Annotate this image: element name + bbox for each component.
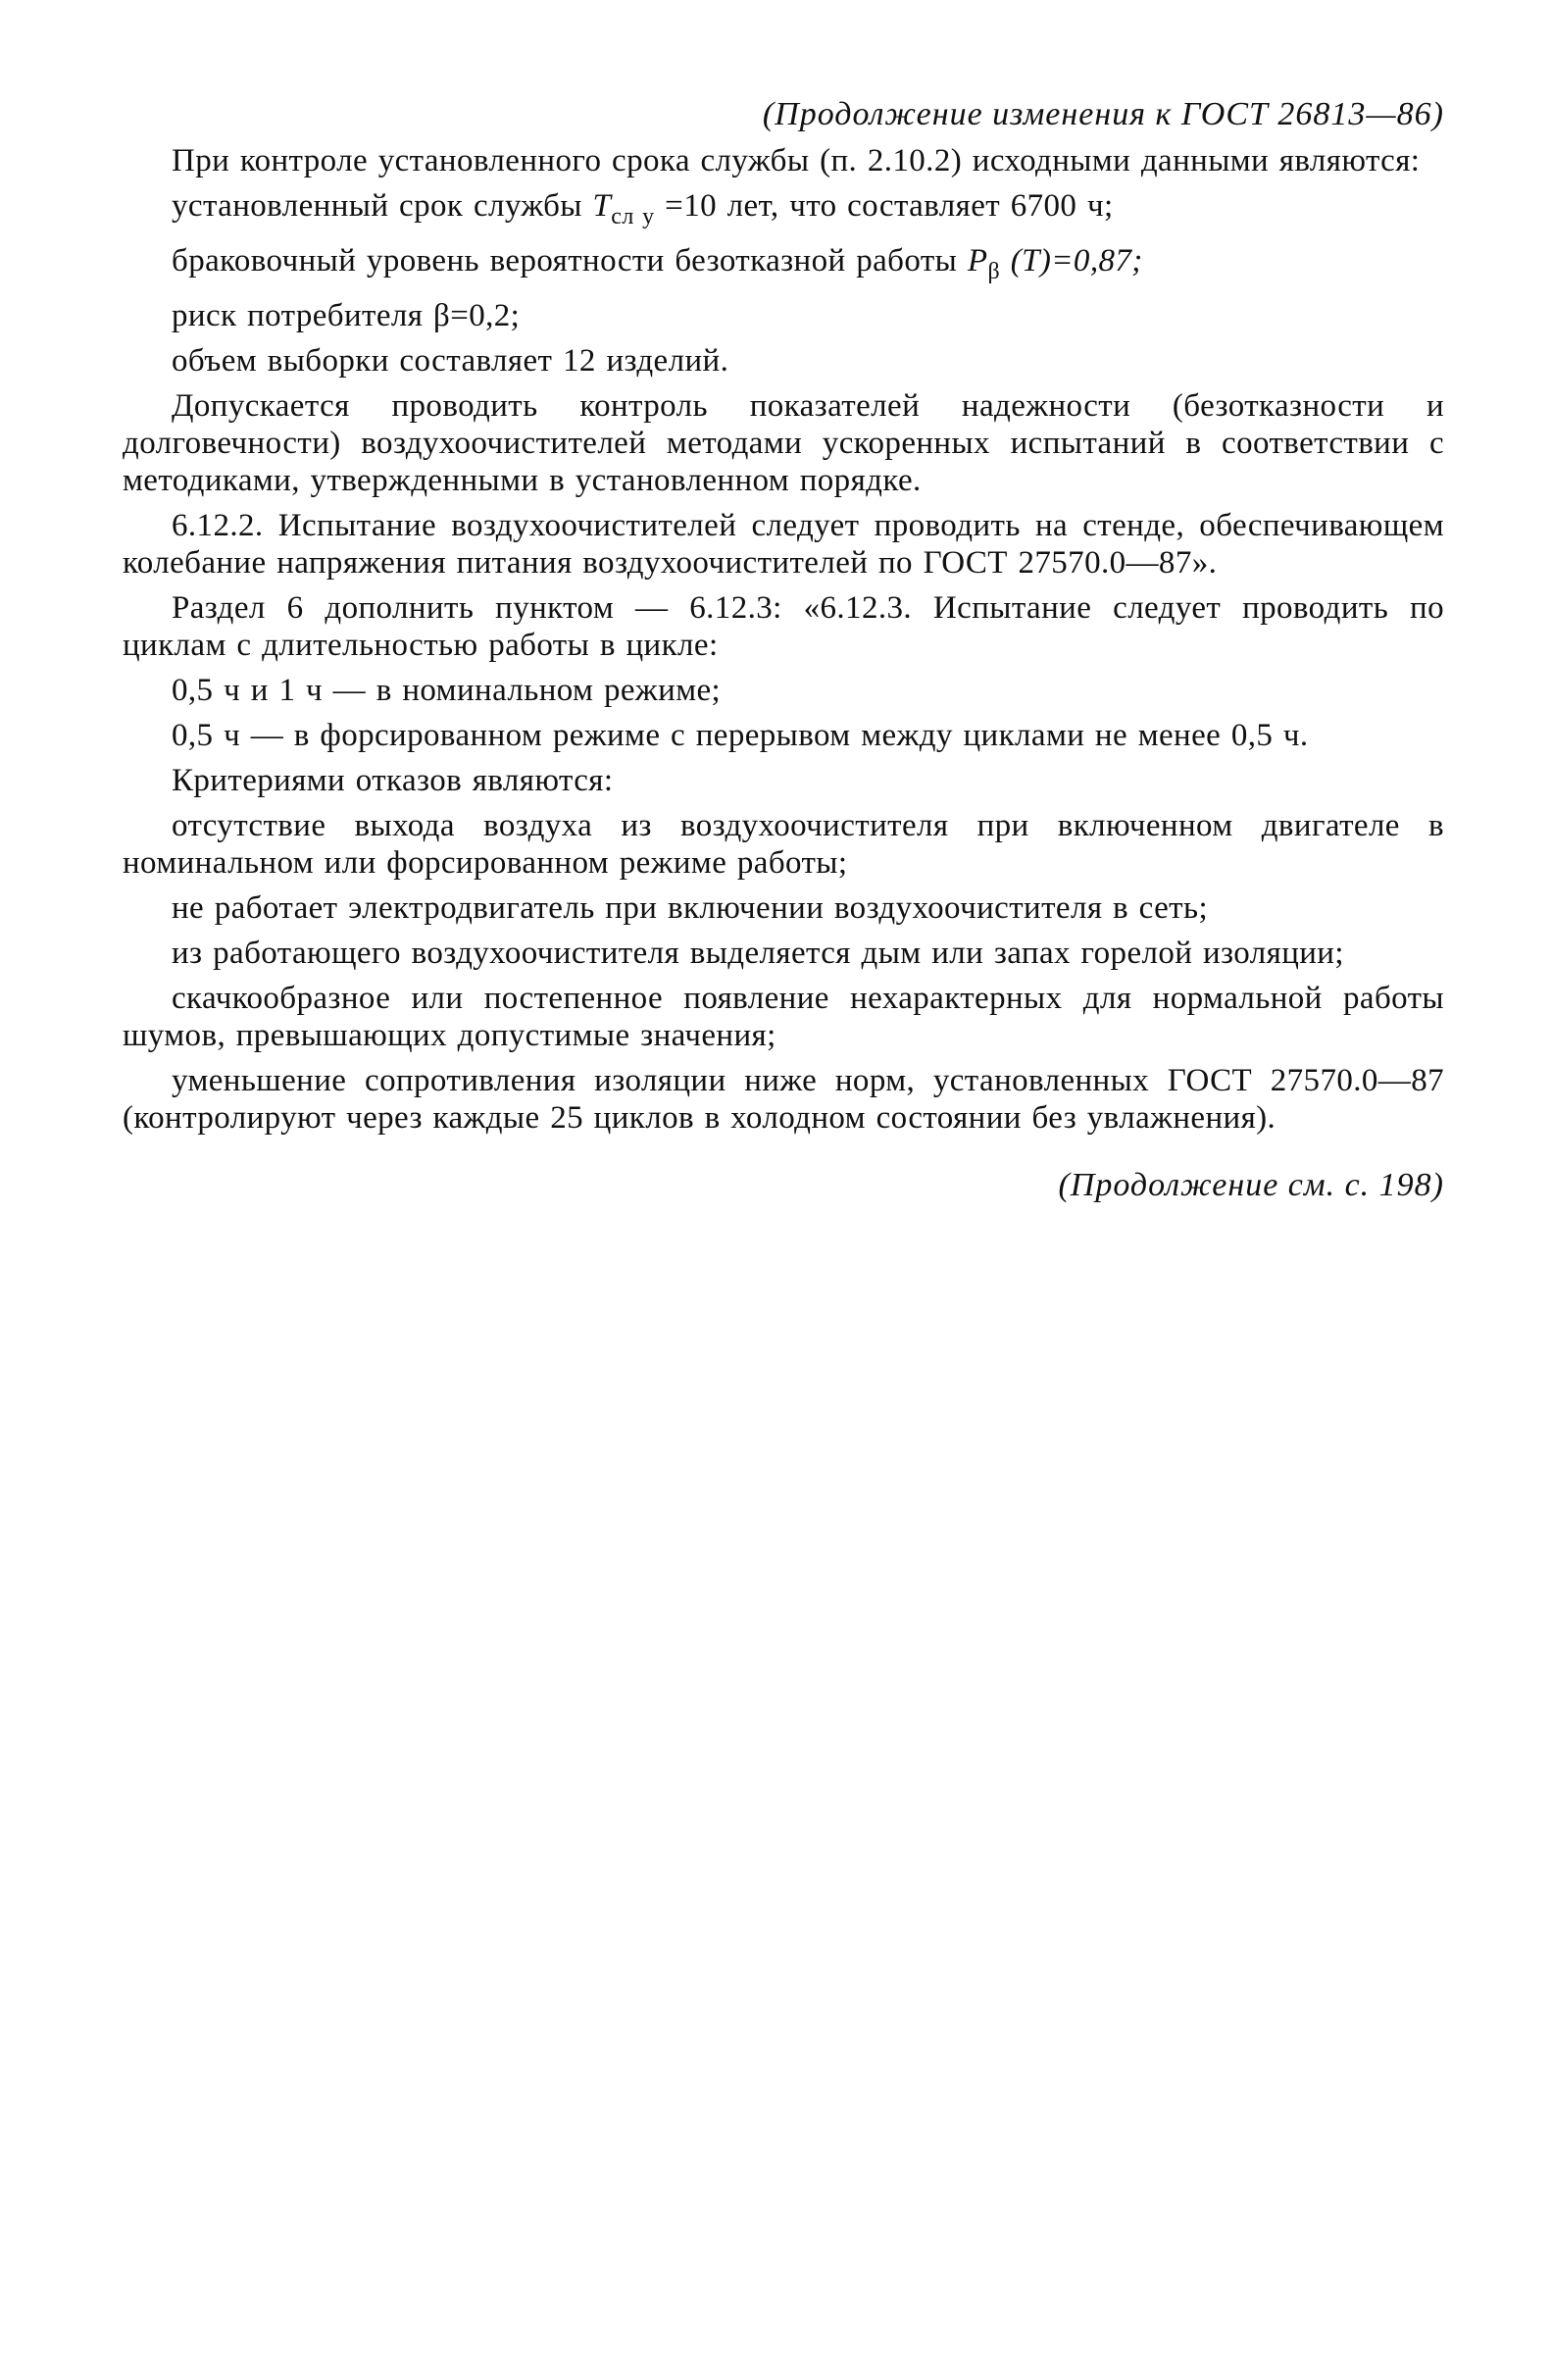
paragraph-6-12-3: Раздел 6 дополнить пунктом — 6.12.3: «6.12.3. Испытание следует проводить по циклам с длительностью работы в цикле: [123, 590, 1444, 663]
text-segment: браковочный уровень вероятности безотказной работы [172, 243, 968, 279]
paragraph-nominal-mode: 0,5 ч и 1 ч — в номинальном режиме; [172, 673, 722, 708]
text-segment: =10 лет, что составляет 6700 ч; [654, 188, 1114, 224]
paragraph-motor-not-working: не работает электродвигатель при включении воздухоочистителя в сеть; [172, 890, 1209, 926]
continuation-footer: (Продолжение см. с. 198) [1058, 1167, 1444, 1203]
paragraph-sample-size: объем выборки составляет 12 изделий. [172, 343, 729, 379]
paragraph-consumer-risk: риск потребителя β=0,2; [172, 298, 521, 333]
paragraph-intro: При контроле установленного срока службы (п. 2.10.2) исходными данными являются: [172, 143, 1421, 178]
paragraph-insulation: уменьшение сопротивления изоляции ниже норм, установленных ГОСТ 27570.0—87 (контролируют через каждые 25 циклов в холодном состоянии без увлажнения). [123, 1063, 1444, 1136]
paragraph-failure-criteria: Критериями отказов являются: [172, 763, 614, 798]
paragraph-service-life [123, 187, 1444, 229]
text-segment: установленный срок службы [172, 188, 593, 224]
text-segment: (T)=0,87; [1000, 243, 1143, 279]
variable-p: P [967, 243, 988, 279]
paragraph-no-airflow: отсутствие выхода воздуха из воздухоочистителя при включенном двигателе в номинальном или форсированном режиме работы; [123, 808, 1444, 881]
document-page [123, 93, 1444, 1207]
paragraph-accelerated-tests: Допускается проводить контроль показателей надежности (безотказности и долговечности) воздухоочистителей методами ускоренных испытаний в соответствии с методиками, утвержденными в установленном порядке. [123, 388, 1444, 498]
subscript-sl-u: сл у [611, 204, 655, 229]
continuation-header: (Продолжение изменения к ГОСТ 26813—86) [762, 96, 1444, 132]
subscript-beta: β [987, 259, 1001, 284]
paragraph-smoke: из работающего воздухоочистителя выделяется дым или запах горелой изоляции; [172, 936, 1344, 971]
variable-t: T [592, 188, 612, 224]
paragraph-reliability-level [123, 242, 1444, 284]
paragraph-6-12-2: 6.12.2. Испытание воздухоочистителей следует проводить на стенде, обеспечивающем колебание напряжения питания воздухоочистителей по ГОСТ 27570.0—87». [123, 508, 1444, 581]
paragraph-forced-mode: 0,5 ч — в форсированном режиме с перерывом между циклами не менее 0,5 ч. [172, 718, 1309, 753]
paragraph-noise: скачкообразное или постепенное появление нехарактерных для нормальной работы шумов, превышающих допустимые значения; [123, 981, 1444, 1053]
